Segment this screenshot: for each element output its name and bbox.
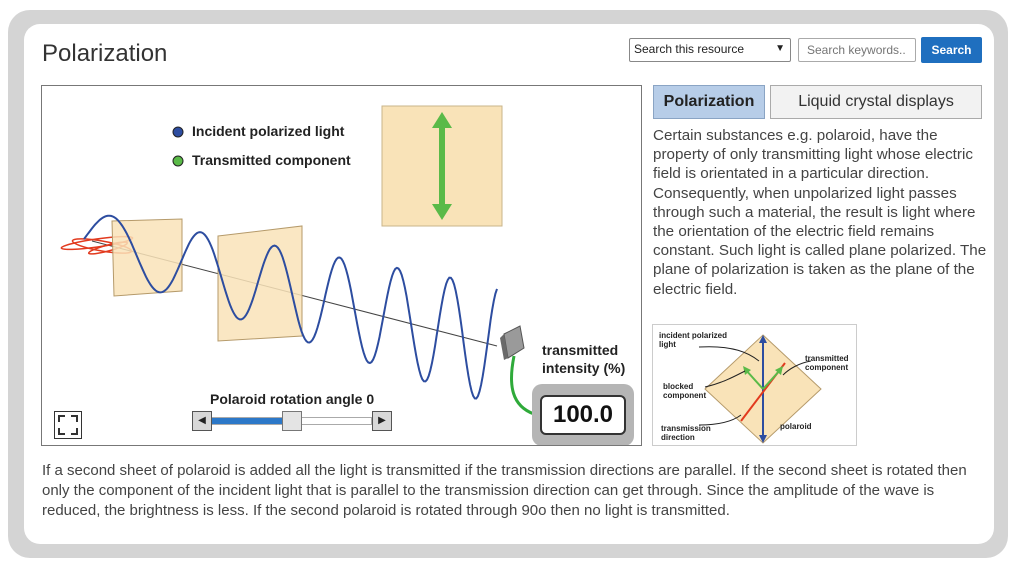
fullscreen-icon [55,412,81,438]
incident-legend-dot [173,127,183,137]
diagram-blocked-label: blocked component [663,382,707,400]
diagram-transmission-label: transmission direction [661,424,711,442]
intensity-value: 100.0 [540,395,626,435]
search-scope-select[interactable] [629,38,791,62]
diagram-transmitted-label: transmitted component [805,354,849,372]
search-scope-value: Search this resource [634,42,745,56]
fullscreen-button[interactable] [54,411,82,439]
polaroid-diagram [652,324,857,446]
tab-liquid-crystal-displays[interactable]: Liquid crystal displays [770,85,982,119]
transmitted-legend-dot [173,156,183,166]
diagram-polaroid-label: polaroid [780,422,812,431]
search-button[interactable]: Search [921,37,982,63]
transmitted-label-line2: intensity (%) [542,360,626,376]
rotation-slider-label: Polaroid rotation angle 0 [210,391,375,407]
tab-polarization[interactable]: Polarization [653,85,765,119]
description-text: Certain substances e.g. polaroid, have the property of only transmitting light whose electric field is orientated in a particular direction. Consequently, when unpolarized light passes through such a material, the result is light where the orientation of the electric field remains constant. Such light is called plane polarized. The plane of polarization is taken as the plane of the electric field. [653,127,987,298]
slider-left-arrow-icon[interactable]: ◀ [192,411,212,431]
slider-thumb[interactable] [282,411,302,431]
transmitted-intensity-label [542,341,625,377]
legend-transmitted-label: Transmitted component [192,152,351,168]
detector-cable [511,356,534,414]
bottom-explanation-text: If a second sheet of polaroid is added all the light is transmitted if the transmission directions are parallel. If the second sheet is rotated then only the component of the incident light that is parallel to the transmission direction can get through. Since the amplitude of the wave is reduced, the brightness is less. If the second polaroid is rotated through 90o then no light is transmitted. [42,462,967,519]
first-polaroid-sheet [112,219,182,296]
slider-right-arrow-icon[interactable]: ▶ [372,411,392,431]
diagram-incident-label: incident polarized light [659,331,728,349]
transmitted-label-line1: transmitted [542,342,619,358]
legend-incident-label: Incident polarized light [192,123,345,139]
detector-icon [500,326,524,360]
search-input[interactable] [798,38,916,62]
rotation-slider[interactable] [192,411,392,431]
polarization-simulation[interactable] [41,85,642,446]
intensity-readout [532,384,634,446]
slider-fill [212,418,292,424]
chevron-down-icon: ▼ [775,43,785,54]
page-title: Polarization [42,40,168,67]
